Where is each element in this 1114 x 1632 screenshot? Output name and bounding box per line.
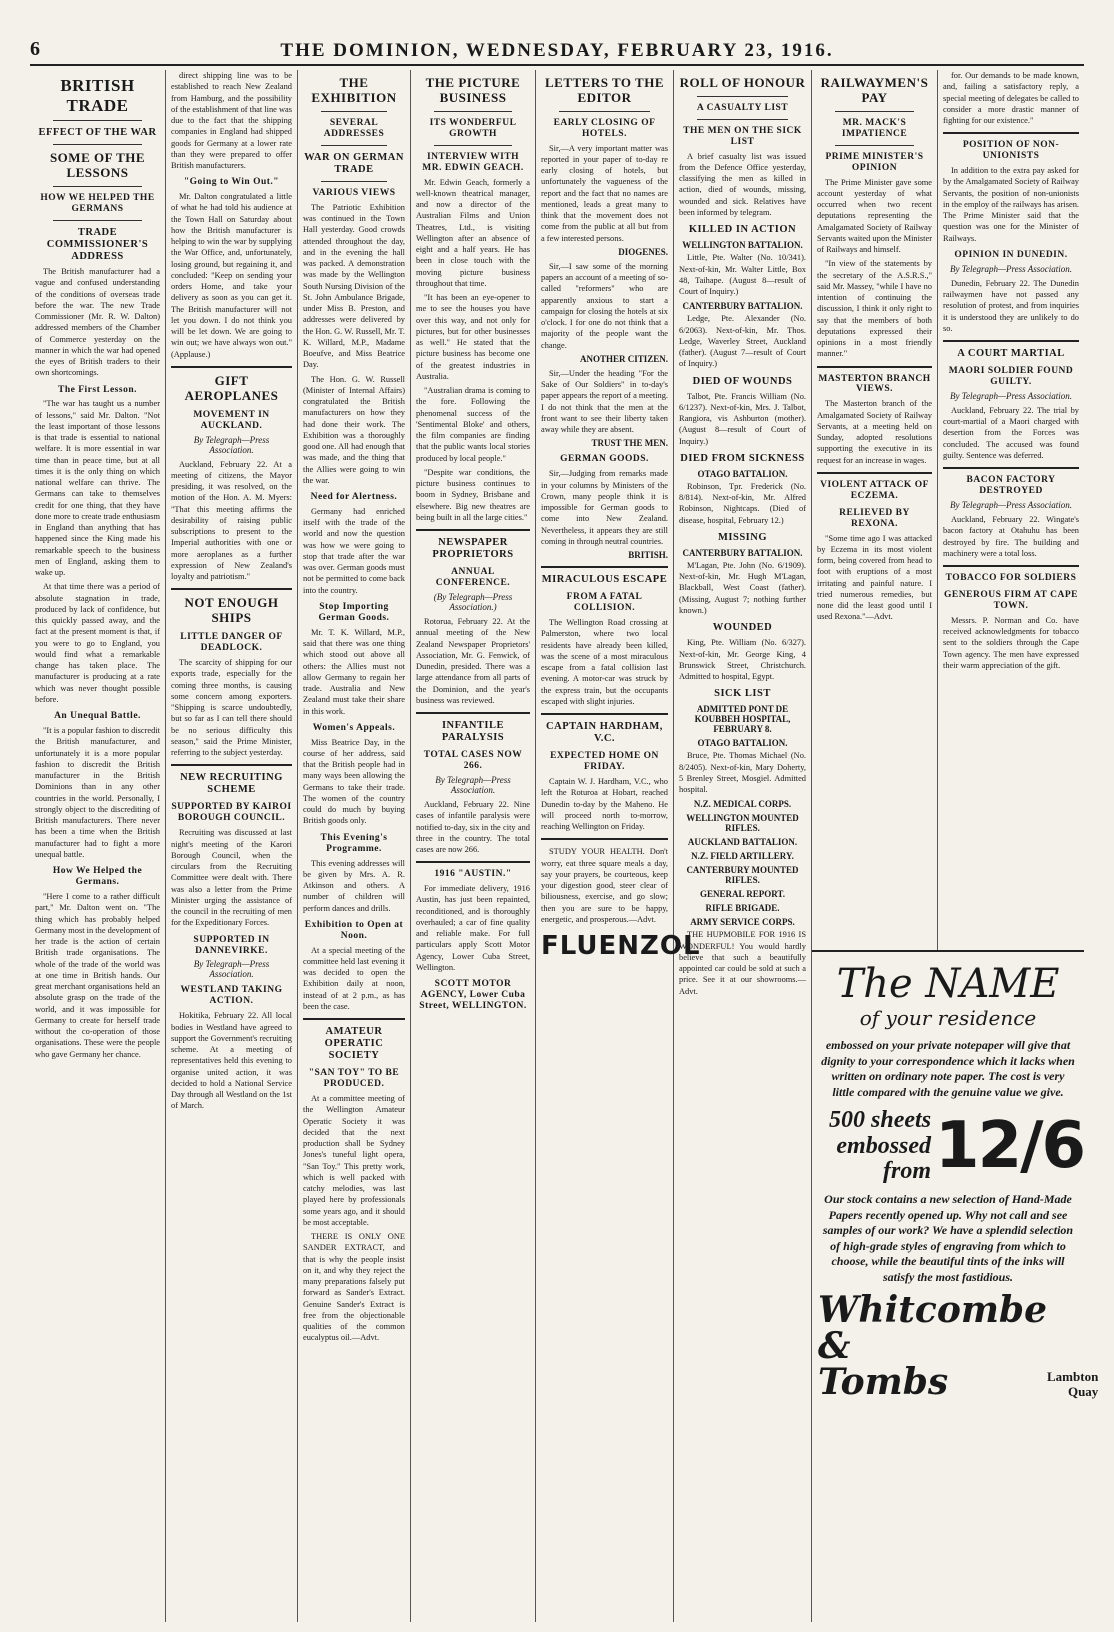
- rule: [697, 96, 788, 97]
- article-paragraph: "In view of the statements by the secretary of the A.S.R.S.," said Mr. Massey, "while I have no intention of continuing the discussion, I think it only right to say that the members of both deputations expressed their opinions in a most friendly manner.": [817, 259, 932, 359]
- rule: [416, 529, 530, 531]
- headline-british-trade: BRITISH TRADE: [60, 76, 135, 115]
- rule: [171, 764, 292, 766]
- advert-whitcombe-tombs: [812, 950, 1099, 1624]
- section-heading: Need for Alertness.: [310, 492, 398, 503]
- article-paragraph: The British manufacturer had a vague and confused understanding of the conditions of overseas trade before the war. The new Trade Commissioner (Mr. R. W. Dalton) addressed members of the Chamber of Commerce yesterday on the manner in which the war had opened the eyes of British traders to their own shortcomings.: [35, 267, 160, 378]
- section-wounded: WOUNDED: [712, 622, 773, 634]
- subhead: WESTLAND TAKING ACTION.: [180, 985, 283, 1007]
- article-paragraph: This evening addresses will be given by Mrs. A. R. Atkinson and others. A number of children will perform dances and drills.: [303, 858, 405, 913]
- headline-court-martial: A COURT MARTIAL: [957, 348, 1065, 360]
- casualty-entry: Bruce, Pte. Thomas Michael (No. 8/2405). Next-of-kin, Mary Doherty, 5 Brenley Street, Mosgiel. Admitted hospital.: [679, 751, 806, 795]
- headline-exhibition: THE EXHIBITION: [311, 75, 397, 105]
- subhead: "SAN TOY" TO BE PRODUCED.: [308, 1068, 400, 1090]
- article-paragraph: The Masterton branch of the Amalgamated Society of Railway Servants, at a meeting held on Sunday, adopted resolutions supporting the executive in its request for an increase in wages.: [817, 399, 932, 465]
- section-died-wounds: DIED OF WOUNDS: [692, 375, 793, 387]
- advert-firm: [818, 1288, 1048, 1403]
- byline: By Telegraph—Press Association.: [193, 434, 270, 455]
- subhead: VARIOUS VIEWS: [312, 187, 396, 198]
- article-paragraph: for. Our demands to be made known, and, failing a satisfactory reply, a special meeting of delegates be called to consider a more drastic manner of fighting for our existence.": [943, 71, 1079, 125]
- advert-subhead: RELIEVED BY REXONA.: [839, 507, 910, 529]
- article-paragraph: Auckland, February 22. At a meeting of citizens, the Mayor presiding, it was resolved, on the motion of the Hon. A. M. Myers: "That this meeting affirms the desirability of raising public subscriptions to present to the Imperial authorities with one or more aeroplanes as a further expression of New Zealand's loyalty and patriotism.": [171, 459, 292, 582]
- unit-heading: CANTERBURY MOUNTED RIFLES.: [686, 865, 799, 886]
- unit-heading: N.Z. FIELD ARTILLERY.: [691, 851, 794, 862]
- article-paragraph: At that time there was a period of absolute stagnation in trade, produced by lack of confidence, but this quickly passed away, and the fact at the present moment is that, if you were to go to England, you would find what a remarkable change has taken place. The manufacturer is producing at a rate which was never thought possible before.: [35, 582, 160, 704]
- advert-price-label: 500 sheets embossed from: [829, 1107, 932, 1184]
- advert-heading: 1916 "AUSTIN.": [434, 869, 512, 880]
- rule: [541, 838, 668, 840]
- advert-sander-extract: THERE IS ONLY ONE SANDER EXTRACT, and that is why the people insist on it, and why they reject the many preparations falsely put forward as Sander's Extract. Genuine Sander's Extract is free from the objectionable qualities of the common eucalyptus oil.—Advt.: [303, 1232, 405, 1343]
- letter-paragraph: Sir,—A very important matter was reported in your paper of to-day re early closing of hotels, but unfortunately the vagueness of the report and the fact that no names are mentioned, leads a great many to think that the movement does not come from the public at all but from a few interested persons.: [541, 143, 668, 243]
- letter-signature: ANOTHER CITIZEN.: [579, 353, 668, 364]
- section-killed: KILLED IN ACTION: [688, 224, 797, 236]
- subhead-effect-war: EFFECT OF THE WAR: [38, 127, 157, 139]
- article-paragraph: The Hon. G. W. Russell (Minister of Internal Affairs) congratulated the British manufacturers on how they had done their work. The Exhibition was a thoroughly good one. All had enough that was made, and the thing that the Allies were going to win the war.: [303, 374, 405, 485]
- section-heading: "Going to Win Out.": [183, 177, 280, 188]
- letter-signature: BRITISH.: [628, 550, 668, 561]
- advert-subtitle: of your residence: [859, 1006, 1037, 1030]
- headline-tobacco-soldiers: TOBACCO FOR SOLDIERS: [945, 573, 1077, 584]
- subhead: EXPECTED HOME ON FRIDAY.: [550, 751, 659, 773]
- subhead: ITS WONDERFUL GROWTH: [429, 117, 517, 139]
- headline-bacon-factory: BACON FACTORY DESTROYED: [966, 475, 1056, 497]
- unit-heading: OTAGO BATTALION.: [697, 468, 788, 479]
- headline-non-unionists: POSITION OF NON-UNIONISTS: [962, 140, 1060, 162]
- article-paragraph: Mr. Edwin Geach, formerly a well-known theatrical manager, and now a director of the Australian Films and Union Theatres, Ltd., is visiting Wellington after an absence of eight and a half years. He has been in close touch with the moving picture business throughout that time.: [416, 177, 530, 288]
- letter-paragraph: Sir,—I saw some of the morning papers an account of a meeting of so-called "reformers" who are apparently anxious to start a campaign for closing the hotels at six o'clock. I for one do not think that a majority of the people want the change.: [541, 261, 668, 350]
- section-heading: Stop Importing German Goods.: [318, 601, 390, 623]
- article-paragraph: Dunedin, February 22. The Dunedin railwaymen have not passed any resolution of protest, and from inquiries it is understood they are unlikely to do so.: [943, 278, 1079, 333]
- casualty-entry: M'Lagan, Pte. John (No. 6/1909). Next-of-kin, Mr. Hugh M'Lagan, Blackball, West Coast (father). (Missing, August 7; nothing further known.): [679, 560, 806, 615]
- unit-heading: CANTERBURY BATTALION.: [682, 547, 803, 558]
- subhead: MAORI SOLDIER FOUND GUILTY.: [948, 366, 1074, 387]
- headline-recruiting-scheme: NEW RECRUITING SCHEME: [180, 772, 283, 796]
- section-heading: Exhibition to Open at Noon.: [304, 919, 404, 941]
- casualty-entry: Robinson, Tpr. Frederick (No. 8/814). Next-of-kin, Mr. Alfred Robinson, Nightcaps. (Died of disease, hospital, February 12.): [679, 481, 806, 525]
- rule: [416, 712, 530, 714]
- subhead: A CASUALTY LIST: [696, 102, 789, 113]
- subhead-war-german-trade: WAR ON GERMAN TRADE: [304, 151, 404, 175]
- subhead: GENEROUS FIRM AT CAPE TOWN.: [944, 589, 1078, 611]
- unit-heading: CANTERBURY BATTALION.: [682, 301, 803, 312]
- subhead-lessons: SOME OF THE LESSONS: [49, 150, 146, 181]
- subhead: OPINION IN DUNEDIN.: [954, 249, 1068, 260]
- rule: [434, 111, 512, 112]
- rule: [321, 145, 387, 146]
- article-paragraph: Auckland, February 22. Wingate's bacon factory at Otahuhu has been destroyed by fire. The building and machinery were a total loss.: [943, 515, 1079, 558]
- subhead-helped-germans: HOW WE HELPED THE GERMANS: [40, 193, 155, 214]
- advert-fluenzol: FLUENZOL: [541, 931, 701, 962]
- rule: [943, 467, 1079, 469]
- subhead: GERMAN GOODS.: [560, 454, 649, 465]
- column-british-trade-cont: [166, 70, 298, 1622]
- byline: By Telegraph—Press Association.: [950, 263, 1072, 274]
- rule: [943, 132, 1079, 134]
- byline: By Telegraph—Press Association.: [950, 390, 1072, 401]
- advert-location-line2: Quay: [1067, 1383, 1099, 1399]
- unit-heading: GENERAL REPORT.: [699, 889, 786, 900]
- casualty-entry: Ledge, Pte. Alexander (No. 6/2063). Next-of-kin, Mr. Thos. Ledge, Waverley Street, Auckland (father). (August 7—result of Court of Inquiry.): [679, 314, 806, 369]
- article-paragraph: The Patriotic Exhibition was continued in the Town Hall yesterday. Good crowds attended throughout the day, and in the evening the hall was packed. A demonstration was made by the Wellington South Nursing Division of the St. John Ambulance Brigade, under Miss B. Preston, and addresses were delivered by the Hon. G. W. Russell, Mr. T. K. Willard, M.P., Madame Boeufve, and Miss Beatrice Day.: [303, 202, 405, 370]
- rule: [53, 220, 142, 221]
- page-number: 6: [30, 38, 40, 60]
- headline-railwaymen-pay: RAILWAYMEN'S PAY: [820, 75, 929, 105]
- article-paragraph: At a committee meeting of the Wellington Amateur Operatic Society it was decided that the next production shall be Sydney Jones's tuneful light opera, "San Toy." This pretty work, which is well packed with catchy melodies, was last played here by professionals some years ago, and it should be most acceptable.: [303, 1094, 405, 1227]
- article-paragraph: Recruiting was discussed at last night's meeting of the Karori Borough Council, when the circulars from the Recruiting Committee were dealt with. There was also a letter from the Prime Minister urging the assistance of the council in the recruiting of men for the Expeditionary Forces.: [171, 828, 292, 928]
- column-british-trade: [30, 70, 166, 1622]
- advert-agency: SCOTT MOTOR AGENCY, Lower Cuba Street, WELLINGTON.: [419, 979, 527, 1012]
- rule: [559, 111, 650, 112]
- advert-body-2: Our stock contains a new selection of Hand-Made Papers recently opened up. Why not call and see samples of our work? We have a splendid selection of high-grade styles of engraving from which to choose, while the beautiful tints of the inks will satisfy the most fastidious.: [822, 1191, 1074, 1284]
- advert-price-row: [812, 1108, 1084, 1184]
- rule: [53, 120, 142, 121]
- subhead: ANNUAL CONFERENCE.: [435, 567, 511, 589]
- rule: [697, 119, 788, 120]
- article-paragraph: In addition to the extra pay asked for by the Amalgamated Society of Railway Servants, the position of non-unionists in the employ of the railways has arisen. The Prime Minister said that the question was one for the Minister of Railways.: [943, 166, 1079, 243]
- article-paragraph: Rotorua, February 22. At the annual meeting of the New Zealand Newspaper Proprietors' Association, Mr. G. Fenwick, of Dunedin, presided. There was a large attendance from all parts of the Dominion, and the year's business was reviewed.: [416, 617, 530, 705]
- advert-price: 12/6: [935, 1109, 1084, 1184]
- headline-miraculous-escape: MIRACULOUS ESCAPE: [541, 574, 668, 586]
- casualty-entry: King, Pte. William (No. 6/327). Next-of-kin, Mr. George King, 4 Brunswick Street, Christchurch. Admitted to hospital, Egypt.: [679, 638, 806, 682]
- letter-signature: TRUST THE MEN.: [591, 438, 668, 449]
- article-paragraph: "The war has taught us a number of lessons," said Mr. Dalton. "Not the least important of those lessons is that trade is essential to national welfare. It is more essential in war time than in peace time, but at all times it is the only thing on which national welfare can thrive. The Germans can take to themselves credit for one thing, that they have done more to create trade enthusiasm in England than anything that has happened since the King made his remarkable speech to the business men of England, asking them to wake up.: [35, 399, 160, 578]
- rule: [303, 1018, 405, 1020]
- rule: [943, 565, 1079, 567]
- article-paragraph: At a special meeting of the committee held last evening it was decided to open the Exhibition daily at noon, instead of at 2 p.m., as has been the case.: [303, 945, 405, 1011]
- byline: By Telegraph—Press Association.: [193, 959, 270, 980]
- rule: [171, 366, 292, 368]
- advert-title: The NAME: [836, 961, 1060, 1007]
- subhead: SUPPORTED BY KAIROI BOROUGH COUNCIL.: [171, 802, 292, 824]
- subhead-commissioner: TRADE COMMISSIONER'S ADDRESS: [46, 226, 149, 262]
- subhead: INTERVIEW WITH MR. EDWIN GEACH.: [422, 151, 524, 173]
- section-heading: An Unequal Battle.: [54, 711, 141, 722]
- rule: [434, 145, 512, 146]
- rule: [171, 588, 292, 590]
- section-sick-list: SICK LIST: [714, 688, 771, 700]
- headline-not-enough-ships: NOT ENOUGH SHIPS: [184, 595, 279, 626]
- advert-rexona: "Some time ago I was attacked by Eczema in its most violent form, being covered from head to foot with eruptions of a most irritating and painful nature. I tried numerous remedies, but none did the least good until I used Rexona."—Advt.: [817, 533, 932, 622]
- article-paragraph: A brief casualty list was issued from the Defence Office yesterday, classifying the men as killed in action, died of wounds, missing, wounded and sick. Relatives have been informed by telegram.: [679, 151, 806, 217]
- article-paragraph: Auckland, February 22. Nine cases of infantile paralysis were notified to-day, six in the city and three in the country. The total cases are now 266.: [416, 800, 530, 854]
- section-heading: Women's Appeals.: [312, 722, 396, 733]
- article-paragraph: Auckland, February 22. The trial by court-martial of a Maori charged with desertion from the Forces was concluded. The accused was found guilty. Sentence was deferred.: [943, 405, 1079, 460]
- advert-hupmobile: THE HUPMOBILE FOR 1916 IS WONDERFUL! You would hardly believe that such a beautifully appointed car could be sold at such a price. See it at our showrooms.—Advt.: [679, 930, 806, 996]
- advert-austin: For immediate delivery, 1916 Austin, has just been repainted, reconditioned, and is thoroughly overhauled; a car of fine quality and reliable make. For full particulars apply Scott Motor Agency, Lower Cuba Street, Wellington.: [416, 884, 530, 972]
- unit-heading: ADMITTED PONT DE KOUBBEH HOSPITAL, FEBRUARY 8.: [694, 704, 791, 735]
- advert-firm-line1: Whitcombe &: [818, 1288, 1048, 1367]
- subhead: SEVERAL ADDRESSES: [323, 117, 385, 139]
- rule: [835, 145, 914, 146]
- column-picture-business: [411, 70, 536, 1622]
- advert-firm-line2: Tombs: [818, 1360, 949, 1403]
- subhead: THE MEN ON THE SICK LIST: [683, 125, 802, 147]
- headline-letters: LETTERS TO THE EDITOR: [544, 75, 664, 105]
- masthead-title: THE DOMINION, WEDNESDAY, FEBRUARY 23, 1916.: [280, 40, 834, 61]
- subhead: FROM A FATAL COLLISION.: [566, 592, 643, 614]
- article-paragraph: "It has been an eye-opener to me to see the houses you have over this way, and not only for pictures, but for other businesses as well." He stated that the picture business has become one of the greatest industries in Australia.: [416, 293, 530, 381]
- article-paragraph: "Australian drama is coming to the fore. Following the phenomenal success of the 'Sentimental Bloke' and others, the film companies are finding that the public wants local stories produced by local people.": [416, 386, 530, 463]
- headline-roll-of-honour: ROLL OF HONOUR: [679, 75, 806, 90]
- advert-heading: VIOLENT ATTACK OF ECZEMA.: [820, 479, 929, 501]
- article-paragraph: The Prime Minister gave some account yesterday of what occurred when two recent deputations representing the Amalgamated Society of Railway Servants waited upon the Minister of Railways and himself.: [817, 177, 932, 255]
- section-heading: The First Lesson.: [58, 384, 137, 395]
- article-paragraph: Mr. T. K. Willard, M.P., said that there was one thing which stood out above all others: the Allies must not allow Germany to regain her trade. Australia and New Zealand must take their share in this work.: [303, 627, 405, 716]
- unit-heading: OTAGO BATTALION.: [697, 738, 788, 749]
- column-exhibition: [298, 70, 411, 1622]
- subhead: MASTERTON BRANCH VIEWS.: [818, 373, 931, 395]
- article-paragraph: Hokitika, February 22. All local bodies in Westland have agreed to support the Government's recruiting scheme. At a meeting of representatives held this evening to organise united action, it was decided to hold a National Service Day through all Westland on the 1st of March.: [171, 1011, 292, 1111]
- subhead: LITTLE DANGER OF DEADLOCK.: [180, 632, 283, 654]
- letter-paragraph: Sir,—Under the heading "For the Sake of Our Soldiers" in to-day's paper appears the report of a meeting. I do not think that the men at the front want to see their liberty taken away while they are absent.: [541, 368, 668, 435]
- article-paragraph: "Despite war conditions, the picture business continues to boom in Sydney, Brisbane and elsewhere. Big new theatres are being built in all the large cities.": [416, 467, 530, 522]
- article-paragraph: The scarcity of shipping for our exports trade, especially for the coming three months, is causing some concern among exporters. "Shipping is scarce undoubtedly, but so far as I can tell there should be no serious difficulty this season," said the Prime Minister, referring to the subject yesterday.: [171, 658, 292, 758]
- unit-heading: WELLINGTON BATTALION.: [682, 240, 803, 251]
- article-paragraph: Germany had enriched itself with the trade of the world and now the question was how we were going to stop that trade after the war was over. German goods must not be permitted to come back into the country.: [303, 506, 405, 595]
- section-heading: This Evening's Programme.: [320, 832, 388, 854]
- headline-picture-business: THE PICTURE BUSINESS: [425, 75, 521, 105]
- headline-gift-aeroplanes: GIFT AEROPLANES: [184, 372, 279, 403]
- advert-study-health: STUDY YOUR HEALTH. Don't worry, eat three square meals a day, say your prayers, be courteous, keep your digestion good, steer clear of biliousness, exercise, and go slow; then you are sure to be happy, energetic, and prosperous.—Advt.: [541, 847, 668, 924]
- article-paragraph: Captain W. J. Hardham, V.C., who left the Roturoa at Hobart, reached Dunedin to-day by the Maheno. He will proceed north to-morrow, reaching Wellington on Friday.: [541, 777, 668, 832]
- subhead: MOVEMENT IN AUCKLAND.: [193, 409, 270, 431]
- subhead: PRIME MINISTER'S OPINION: [825, 151, 924, 173]
- article-paragraph: Mr. Dalton congratulated a little of what he had told his audience at the Town Hall on Saturday about how the British manufacturer is helping to win the war by supplying the War Office, and, unfortunately, losing ground, but regaining it, and concluded: "Keep on sending your orders Home, and take your delivery as soon as you can get it. The British manufacturer will not let you down. I do not think you will be let down. We are going to win out; we have always won out." (Applause.): [171, 192, 292, 359]
- rule: [835, 111, 914, 112]
- byline: By Telegraph—Press Association.: [435, 775, 511, 795]
- article-paragraph: Messrs. P. Norman and Co. have received acknowledgments for tobacco sent to the soldiers through the Cape Town agency. The men have expressed their warm appreciation of the gift.: [943, 615, 1079, 670]
- advert-location: [1047, 1370, 1098, 1400]
- rule: [321, 181, 387, 182]
- rule: [53, 144, 142, 145]
- rule: [321, 111, 387, 112]
- unit-heading: AUCKLAND BATTALION.: [687, 837, 798, 848]
- rule: [541, 566, 668, 568]
- casualty-entry: Talbot, Pte. Francis William (No. 6/1237). Next-of-kin, Mrs. J. Talbot, Rangiora, vis Ashburton (mother). (August 8—result of Court of Inquiry.): [679, 391, 806, 446]
- letter-paragraph: Sir,—Judging from remarks made in your columns by Ministers of the Crown, many people think it is impossible for German goods to come into New Zealand. Nevertheless, it appears they are still coming in through neutral countries.: [541, 469, 668, 546]
- article-paragraph: The Wellington Road crossing at Palmerston, where two local residents have already been killed, was the scene of a most miraculous escape from a fatal collision last evening. A motor-car was struck by the express train, but the occupants escaped with slight injuries.: [541, 618, 668, 706]
- headline-infantile-paralysis: INFANTILE PARALYSIS: [441, 720, 505, 744]
- rule: [817, 366, 932, 368]
- section-missing: MISSING: [717, 531, 767, 543]
- rule: [53, 186, 142, 187]
- subhead: TOTAL CASES NOW 266.: [423, 750, 523, 772]
- article-paragraph: direct shipping line was to be established to reach New Zealand from Hamburg, and the possibility of the establishment of that line was due to the fact that the shipping companies in England had shipped goods for Germany at a lower rate than they were prepared to offer British manufacturers.: [171, 71, 292, 170]
- article-paragraph: "It is a popular fashion to discredit the British manufacturer, and unfortunately it is a more popular fashion to discredit the British manufacturer in the British Dominions than in any other countries in the world. Personally, I strongly object to the discrediting of British manufacturers. There never has been a time when the British manufacturer had to fight a more unequal battle.: [35, 726, 160, 859]
- byline: (By Telegraph—Press Association.): [433, 592, 513, 613]
- byline: By Telegraph—Press Association.: [950, 500, 1072, 511]
- letter-signature: DIOGENES.: [618, 246, 668, 257]
- rule: [541, 713, 668, 715]
- unit-heading: N.Z. MEDICAL CORPS.: [693, 799, 792, 810]
- section-died-sickness: DIED FROM SICKNESS: [680, 452, 805, 464]
- article-paragraph: "Here I come to a rather difficult part," Mr. Dalton went on. "The thing which has probably helped Germany most in the development of her trade is the action of certain British trade organisations. The whole of the trade of the world was at one time in British hands. Our great merchant organisations held an absolute grasp on the trade of the world, and it was impossible for Germany to create for herself trade without the co-operation of those organisations. These were the people who gave Germany her chance.: [35, 892, 160, 1059]
- subhead: SUPPORTED IN DANNEVIRKE.: [193, 934, 270, 956]
- subhead: EARLY CLOSING OF HOTELS.: [553, 117, 656, 139]
- article-paragraph: Miss Beatrice Day, in the course of her address, said that the British people had in many ways been allowing the Germans to take their trade. The women of the country could do much by buying British goods only.: [303, 737, 405, 826]
- rule: [943, 340, 1079, 342]
- rule: [817, 472, 932, 474]
- masthead: [30, 38, 1084, 66]
- unit-heading: ARMY SERVICE CORPS.: [690, 917, 795, 928]
- subhead: MR. MACK'S IMPATIENCE: [841, 117, 908, 139]
- headline-newspaper-proprietors: NEWSPAPER PROPRIETORS: [432, 537, 514, 561]
- unit-heading: WELLINGTON MOUNTED RIFLES.: [686, 813, 799, 834]
- column-letters: [536, 70, 701, 1622]
- column-roll-of-honour: [674, 70, 812, 1622]
- advert-body: embossed on your private notepaper will give that dignity to your correspondence which it lacks when written on ordinary note paper. The cost is very little compared with the genuine value we give.: [821, 1038, 1075, 1099]
- headline-operatic-society: AMATEUR OPERATIC SOCIETY: [324, 1026, 384, 1062]
- section-heading: How We Helped the Germans.: [52, 866, 143, 888]
- advert-location-line1: Lambton: [1047, 1368, 1099, 1384]
- headline-captain-hardham: CAPTAIN HARDHAM, V.C.: [546, 721, 663, 745]
- advert-firm-row: [818, 1288, 1099, 1403]
- unit-heading: RIFLE BRIGADE.: [705, 903, 780, 914]
- casualty-entry: Little, Pte. Walter (No. 10/341). Next-of-kin, Mr. Walter Little, Box 48, Taihape. (August 8—result of Court of Inquiry.): [679, 253, 806, 297]
- rule: [416, 861, 530, 863]
